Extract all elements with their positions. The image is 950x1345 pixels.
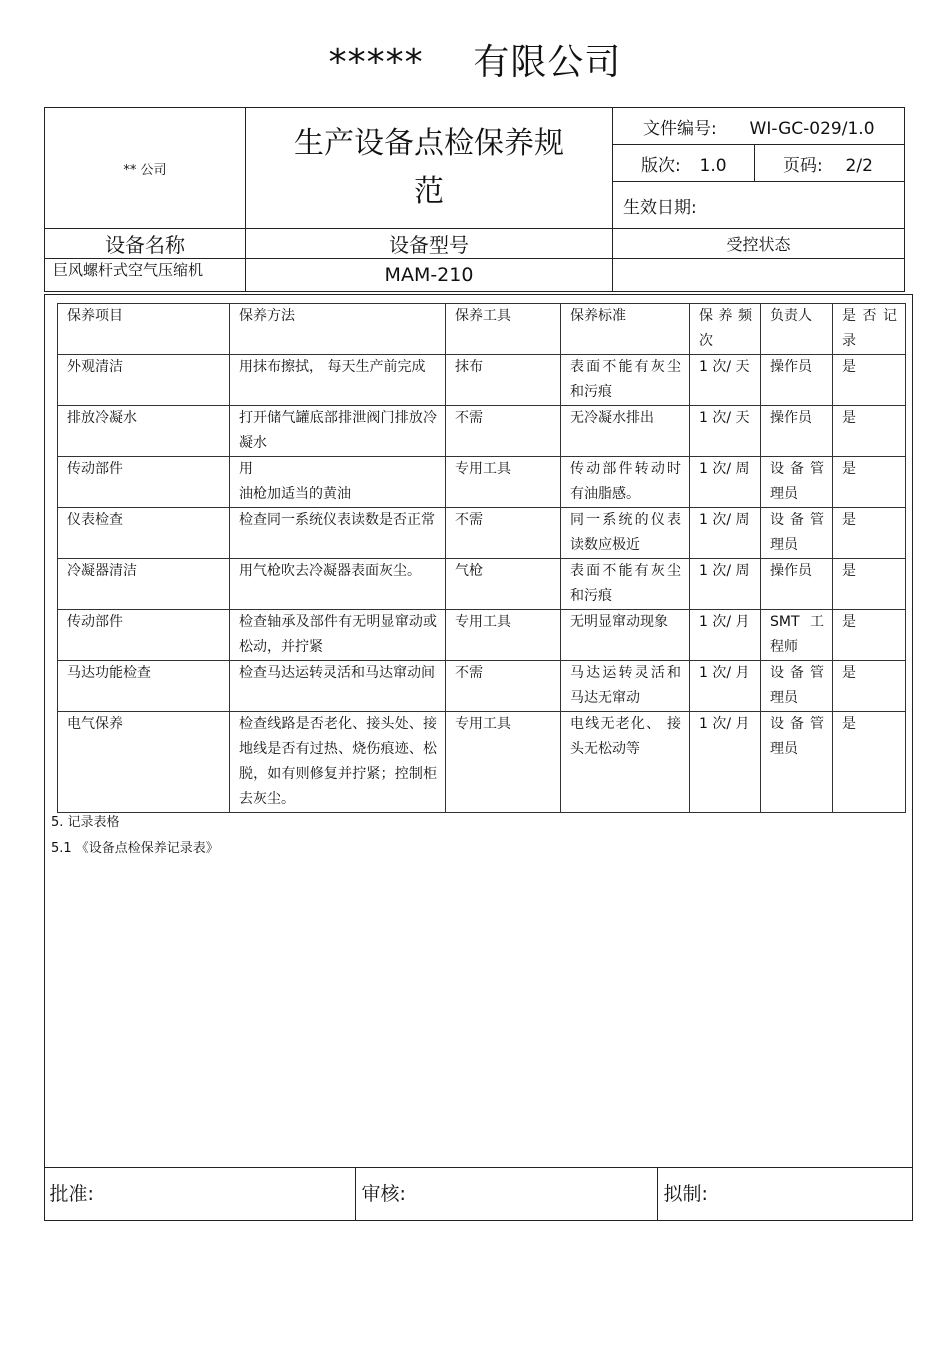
draft-field[interactable]: 拟制: xyxy=(657,1168,913,1220)
effective-date: 生效日期: xyxy=(613,182,905,229)
equipment-model-label: 设备型号 xyxy=(246,229,613,259)
signature-row xyxy=(44,1167,913,1220)
owner-cell: 设备管理员 xyxy=(761,508,833,559)
owner-cell: 设备管理员 xyxy=(761,457,833,508)
version xyxy=(613,145,755,182)
review-field[interactable]: 审核: xyxy=(355,1168,657,1220)
record-cell: 是 xyxy=(833,610,906,661)
frequency-cell: 1 次/ 天 xyxy=(690,355,761,406)
frequency-cell: 1 次/ 周 xyxy=(690,457,761,508)
table-row xyxy=(58,661,906,712)
maintenance-table xyxy=(57,303,906,813)
method-cell: 检查线路是否老化、接头处、接地线是否有过热、烧伤痕迹、松脱，如有则修复并拧紧；控制柜去灰尘。 xyxy=(230,712,446,813)
record-cell: 是 xyxy=(833,661,906,712)
file-number-label: 文件编号: xyxy=(643,118,717,139)
frequency-cell: 1 次/ 月 xyxy=(690,661,761,712)
version-label: 版次: xyxy=(641,155,681,176)
document-body xyxy=(44,294,913,1221)
record-cell: 是 xyxy=(833,406,906,457)
records-section-title: 5. 记录表格 xyxy=(51,815,120,830)
standard-cell: 表面不能有灰尘和污痕 xyxy=(561,355,690,406)
table-row xyxy=(58,457,906,508)
owner-cell: 设备管理员 xyxy=(761,661,833,712)
standard-cell: 表面不能有灰尘和污痕 xyxy=(561,559,690,610)
method-cell: 检查轴承及部件有无明显窜动或松动，并拧紧 xyxy=(230,610,446,661)
document-header-table xyxy=(44,107,905,292)
table-row xyxy=(58,355,906,406)
tool-cell: 气枪 xyxy=(446,559,561,610)
method-cell: 用抹布擦拭， 每天生产前完成 xyxy=(230,355,446,406)
equipment-name-value: 巨风螺杆式空气压缩机 xyxy=(45,259,246,292)
record-cell: 是 xyxy=(833,559,906,610)
control-status-label: 受控状态 xyxy=(613,229,905,259)
tool-cell: 专用工具 xyxy=(446,610,561,661)
standard-cell: 传动部件转动时有油脂感。 xyxy=(561,457,690,508)
tool-cell: 不需 xyxy=(446,661,561,712)
column-header: 负责人 xyxy=(761,304,833,355)
company-title: ***** 有限公司 xyxy=(328,42,622,83)
control-status-value xyxy=(613,259,905,292)
tool-cell: 不需 xyxy=(446,508,561,559)
item-cell: 仪表检查 xyxy=(58,508,230,559)
standard-cell: 电线无老化、 接头无松动等 xyxy=(561,712,690,813)
tool-cell: 抹布 xyxy=(446,355,561,406)
table-row xyxy=(58,610,906,661)
owner-cell: SMT 工程师 xyxy=(761,610,833,661)
file-number xyxy=(613,108,905,145)
item-cell: 传动部件 xyxy=(58,457,230,508)
owner-cell: 设备管理员 xyxy=(761,712,833,813)
table-header-row xyxy=(58,304,906,355)
frequency-cell: 1 次/ 周 xyxy=(690,508,761,559)
approve-field[interactable]: 批准: xyxy=(49,1183,94,1205)
item-cell: 排放冷凝水 xyxy=(58,406,230,457)
method-cell: 打开储气罐底部排泄阀门排放冷凝水 xyxy=(230,406,446,457)
equipment-name-label: 设备名称 xyxy=(45,229,246,259)
equipment-model-value: MAM-210 xyxy=(246,259,613,292)
table-row xyxy=(58,406,906,457)
table-row xyxy=(58,559,906,610)
frequency-cell: 1 次/ 周 xyxy=(690,559,761,610)
column-header: 保养方法 xyxy=(230,304,446,355)
standard-cell: 马达运转灵活和马达无窜动 xyxy=(561,661,690,712)
record-cell: 是 xyxy=(833,355,906,406)
item-cell: 外观清洁 xyxy=(58,355,230,406)
tool-cell: 专用工具 xyxy=(446,712,561,813)
column-header: 保养项目 xyxy=(58,304,230,355)
item-cell: 传动部件 xyxy=(58,610,230,661)
record-cell: 是 xyxy=(833,457,906,508)
item-cell: 马达功能检查 xyxy=(58,661,230,712)
frequency-cell: 1 次/ 月 xyxy=(690,712,761,813)
record-cell: 是 xyxy=(833,712,906,813)
records-item: 5.1 《设备点检保养记录表》 xyxy=(51,841,219,856)
page-value: 2/2 xyxy=(845,155,873,176)
file-number-value: WI-GC-029/1.0 xyxy=(749,118,875,139)
owner-cell: 操作员 xyxy=(761,406,833,457)
standard-cell: 无明显窜动现象 xyxy=(561,610,690,661)
method-cell: 检查同一系统仪表读数是否正常 xyxy=(230,508,446,559)
item-cell: 冷凝器清洁 xyxy=(58,559,230,610)
company-name: ** 公司 xyxy=(45,108,246,229)
page-number xyxy=(755,145,905,182)
frequency-cell: 1 次/ 月 xyxy=(690,610,761,661)
column-header: 保养标准 xyxy=(561,304,690,355)
table-row xyxy=(58,712,906,813)
standard-cell: 无冷凝水排出 xyxy=(561,406,690,457)
method-cell: 检查马达运转灵活和马达窜动间 xyxy=(230,661,446,712)
page-label: 页码: xyxy=(783,155,823,176)
tool-cell: 专用工具 xyxy=(446,457,561,508)
version-value: 1.0 xyxy=(699,155,727,176)
column-header: 是否记录 xyxy=(833,304,906,355)
item-cell: 电气保养 xyxy=(58,712,230,813)
column-header: 保养工具 xyxy=(446,304,561,355)
record-cell: 是 xyxy=(833,508,906,559)
table-row xyxy=(58,508,906,559)
frequency-cell: 1 次/ 天 xyxy=(690,406,761,457)
document-title: 生产设备点检保养规范 xyxy=(246,108,613,229)
owner-cell: 操作员 xyxy=(761,559,833,610)
standard-cell: 同一系统的仪表读数应极近 xyxy=(561,508,690,559)
method-cell: 用气枪吹去冷凝器表面灰尘。 xyxy=(230,559,446,610)
method-cell: 用 油枪加适当的黄油 xyxy=(230,457,446,508)
column-header: 保养频次 xyxy=(690,304,761,355)
tool-cell: 不需 xyxy=(446,406,561,457)
owner-cell: 操作员 xyxy=(761,355,833,406)
